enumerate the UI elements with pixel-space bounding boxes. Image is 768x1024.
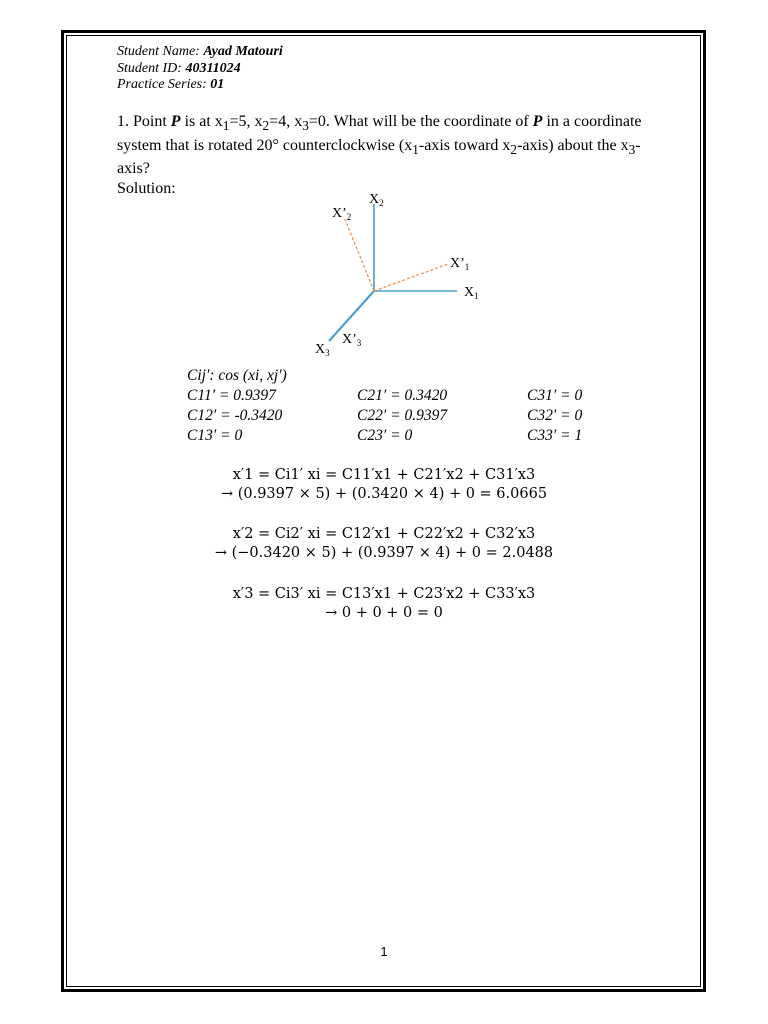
student-name: Ayad Matouri [203, 44, 283, 59]
equation-x2 [150, 525, 618, 563]
cosine-cell: C12′ = -0.3420 [187, 407, 283, 424]
student-id-line [117, 61, 283, 78]
student-name-label: Student Name: [117, 44, 204, 59]
x1-prime-label: $X’_1$ [450, 256, 470, 272]
cosine-cell: C21′ = 0.3420 [357, 387, 448, 404]
cosine-cell: C22′ = 0.9397 [357, 407, 448, 424]
x3-prime-label: $X’_3$ [342, 332, 362, 348]
x1-label: $X_1$ [464, 285, 479, 301]
cosine-row [187, 426, 607, 446]
x2-prime-label: $X’_2$ [332, 206, 352, 222]
equation-line: x′1 = Ci1′ xi = C11′x1 + C21′x2 + C31′x3 [232, 467, 536, 483]
solution-label: Solution: [117, 179, 176, 197]
cosine-row [187, 406, 607, 426]
q-text: =0. What will be the coordinate of [308, 113, 533, 130]
student-id-label: Student ID: [117, 60, 186, 76]
equation-x1 [150, 466, 618, 504]
q-sub: 3 [628, 141, 636, 157]
practice-series-line [117, 77, 283, 94]
equation-result: → 0 + 0 + 0 = 0 [325, 605, 443, 621]
q-text: -axis toward x [418, 136, 511, 154]
q-number: 1. Point [117, 113, 171, 130]
practice-series: 01 [210, 77, 225, 92]
cosine-cell: C32′ = 0 [527, 407, 583, 424]
q-text: is at x [180, 113, 223, 130]
x2-label: $X_2$ [369, 192, 384, 208]
equation-line: x′2 = Ci2′ xi = C12′x1 + C22′x2 + C32′x3 [232, 526, 536, 542]
page-number: 1 [380, 944, 388, 959]
equation-result: → (−0.3420 × 5) + (0.9397 × 4) + 0 = 2.0488 [214, 545, 554, 561]
cosine-cell: C23′ = 0 [357, 427, 413, 444]
q-point: P [532, 113, 543, 130]
q-text: in a coordinate system that is rotated 20° counterclockwise (x [117, 113, 642, 154]
cosine-definition-text: Cij′: cos (xi, xj′) [187, 367, 287, 384]
cosine-cell: C13′ = 0 [187, 427, 243, 444]
cosine-cell: C31′ = 0 [527, 387, 583, 404]
q-text: -axis? [117, 136, 641, 178]
x2-prime-axis [344, 217, 374, 291]
q-sub: 1 [222, 118, 230, 134]
q-sub: 3 [302, 118, 309, 134]
cosine-definition [187, 366, 607, 386]
student-id: 40311024 [185, 60, 241, 76]
q-text: =5, x [229, 113, 263, 130]
q-text: -axis) about the x [517, 136, 629, 154]
student-name-line [117, 44, 283, 61]
axes-diagram [300, 180, 500, 365]
practice-series-label: Practice Series: [117, 77, 211, 92]
q-text: =4, x [269, 113, 303, 130]
equation-result: → (0.9397 × 5) + (0.3420 × 4) + 0 = 6.0665 [220, 486, 548, 502]
cosine-cell: C33′ = 1 [527, 427, 583, 444]
x3-label: $X_3$ [315, 342, 330, 358]
equation-x3 [150, 585, 618, 623]
q-sub: 2 [262, 118, 270, 134]
cosine-cell: C11′ = 0.9397 [187, 387, 276, 404]
direction-cosines [187, 366, 607, 446]
x1-prime-axis [374, 264, 448, 291]
q-sub: 1 [412, 141, 419, 157]
q-point: P [170, 113, 181, 130]
equation-line: x′3 = Ci3′ xi = C13′x1 + C23′x2 + C33′x3 [232, 586, 536, 602]
student-header [117, 44, 283, 94]
q-sub: 2 [510, 141, 518, 157]
cosine-row [187, 386, 607, 406]
